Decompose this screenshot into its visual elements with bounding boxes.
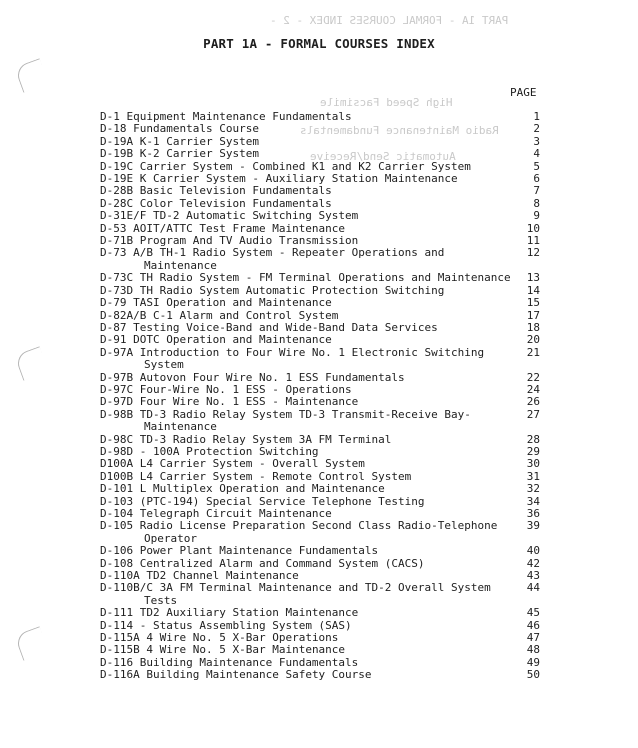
page-number: 39 [526, 519, 540, 533]
course-name: - Status Assembling System (SAS) [139, 618, 352, 632]
course-name: (PTC-194) Special Service Telephone Testing [139, 494, 425, 508]
page-number: 31 [526, 469, 540, 483]
page-number: 28 [526, 432, 540, 446]
course-code: D-28C [100, 196, 134, 210]
course-code: D-97A [100, 345, 134, 359]
course-name: K-2 Carrier System [139, 147, 259, 161]
page-number: 10 [526, 221, 540, 235]
page-number: 9 [533, 209, 540, 223]
course-name: Telegraph Circuit Maintenance [139, 507, 332, 520]
course-name: L Multiplex Operation and Maintenance [139, 482, 385, 496]
course-code: D-101 [100, 482, 134, 496]
course-code: D-116 [100, 655, 134, 669]
page-number: 45 [526, 606, 540, 620]
course-code: D-19E [100, 172, 134, 186]
course-code: D-31E/F [100, 209, 147, 223]
page-number: 8 [533, 196, 540, 210]
course-name: DOTC Operation and Maintenance [133, 333, 332, 347]
course-name: Fundamentals Course [133, 122, 259, 136]
course-name: C-1 Alarm and Control System [152, 308, 339, 322]
page-column-heading: PAGE [510, 86, 537, 99]
page-number: 22 [526, 370, 540, 384]
page-number: 44 [526, 581, 540, 595]
course-title [100, 409, 512, 434]
page-number: 50 [526, 668, 540, 682]
page-number: 5 [533, 159, 540, 173]
course-code: D-116A [100, 668, 140, 682]
course-code: D-1 [100, 110, 120, 123]
page-number: 7 [533, 184, 540, 198]
punch-hole-mark [14, 626, 49, 661]
course-name: Basic Television Fundamentals [139, 184, 332, 198]
page-number: 47 [526, 631, 540, 645]
course-name: TH-1 Radio System - Repeater Operations and Maintenance [144, 246, 452, 272]
course-name: K Carrier System - Auxiliary Station Maintenance [139, 172, 458, 186]
course-code: D-97C [100, 382, 134, 396]
page-number: 17 [526, 308, 540, 322]
course-code: D100A [100, 457, 134, 471]
bleed-through-text: High Speed Facsimile [320, 96, 453, 109]
course-name: Power Plant Maintenance Fundamentals [139, 544, 379, 558]
course-name: Centralized Alarm and Command System (CACS) [139, 556, 425, 570]
course-name: Four-Wire No. 1 ESS - Operations [139, 382, 352, 396]
course-code: D100B [100, 469, 134, 483]
page-number: 40 [526, 544, 540, 558]
course-code: D-73 A/B [100, 246, 153, 260]
page-number: 49 [526, 655, 540, 669]
course-title [100, 247, 512, 272]
course-name: TH Radio System Automatic Protection Switching [139, 283, 445, 297]
course-code: D-98D [100, 444, 134, 458]
course-name: 4 Wire No. 5 X-Bar Operations [146, 631, 339, 645]
course-code: D-19C [100, 159, 134, 173]
course-code: D-19A [100, 134, 134, 148]
course-code: D-106 [100, 544, 134, 558]
course-index-list [100, 111, 540, 682]
course-name: AOIT/ATTC Test Frame Maintenance [133, 221, 346, 235]
course-name: Equipment Maintenance Fundamentals [126, 110, 352, 123]
course-name: Carrier System - Combined K1 and K2 Carrier System [139, 159, 471, 173]
course-code: D-98B [100, 407, 134, 421]
page-number: 29 [526, 444, 540, 458]
course-name: TD2 Auxiliary Station Maintenance [139, 606, 359, 620]
course-code: D-104 [100, 507, 134, 520]
course-code: D-28B [100, 184, 134, 198]
course-name: Building Maintenance Fundamentals [139, 655, 359, 669]
course-name: Color Television Fundamentals [139, 196, 332, 210]
bleed-through-text: PART 1A - FORMAL COURSES INDEX - 2 - [270, 14, 509, 27]
page-number: 4 [533, 147, 540, 161]
course-code: D-87 [100, 320, 127, 334]
course-title [100, 347, 512, 372]
course-name: - 100A Protection Switching [139, 444, 319, 458]
punch-hole-mark [14, 346, 49, 381]
course-code: D-111 [100, 606, 134, 620]
course-title [100, 582, 512, 607]
page-number: 27 [526, 407, 540, 421]
page-number: 42 [526, 556, 540, 570]
course-code: D-103 [100, 494, 134, 508]
course-name: Testing Voice-Band and Wide-Band Data Services [133, 320, 438, 334]
course-name: K-1 Carrier System [139, 134, 259, 148]
course-code: D-18 [100, 122, 127, 136]
index-entry [100, 669, 540, 681]
course-name: Building Maintenance Safety Course [146, 668, 372, 682]
page-number: 36 [526, 507, 540, 520]
course-code: D-53 [100, 221, 127, 235]
page-number: 18 [526, 320, 540, 334]
course-code: D-97D [100, 395, 134, 409]
course-name: Radio License Preparation Second Class Radio-Telephone Operator [139, 519, 504, 545]
page-number: 32 [526, 482, 540, 496]
course-name: TD2 Channel Maintenance [146, 569, 299, 583]
course-name: TD-3 Radio Relay System TD-3 Transmit-Receive Bay-Maintenance [139, 407, 471, 434]
page-number: 13 [526, 271, 540, 285]
course-name: Program And TV Audio Transmission [139, 234, 359, 248]
course-name: Introduction to Four Wire No. 1 Electronic Switching System [139, 345, 491, 372]
course-name: 4 Wire No. 5 X-Bar Maintenance [146, 643, 346, 657]
page-number: 24 [526, 382, 540, 396]
course-code: D-108 [100, 556, 134, 570]
bleed-through-text: Automatic Send/Receive [310, 150, 456, 163]
course-code: D-82A/B [100, 308, 147, 322]
course-code: D-115B [100, 643, 140, 657]
course-code: D-110B/C [100, 581, 153, 595]
course-name: 3A FM Terminal Maintenance and TD-2 Overall System Tests [144, 581, 498, 607]
index-entry [100, 247, 540, 272]
course-code: D-115A [100, 631, 140, 645]
page-number: 26 [526, 395, 540, 409]
course-title [100, 520, 512, 545]
course-name: TASI Operation and Maintenance [133, 296, 332, 310]
course-code: D-97B [100, 370, 134, 384]
course-name: Four Wire No. 1 ESS - Maintenance [139, 395, 359, 409]
page-number: 46 [526, 618, 540, 632]
course-code: D-105 [100, 519, 134, 533]
index-entry [100, 347, 540, 372]
page-number: 11 [526, 234, 540, 248]
page-number: 3 [533, 134, 540, 148]
course-name: TH Radio System - FM Terminal Operations and Maintenance [139, 271, 511, 285]
page-number: 21 [526, 345, 540, 359]
course-code: D-110A [100, 569, 140, 583]
index-entry [100, 582, 540, 607]
course-title [100, 669, 512, 681]
page-number: 1 [533, 110, 540, 123]
course-code: D-91 [100, 333, 127, 347]
course-code: D-19B [100, 147, 134, 161]
punch-hole-mark [14, 58, 49, 93]
page-number: 15 [526, 296, 540, 310]
page-number: 2 [533, 122, 540, 136]
course-code: D-73C [100, 271, 134, 285]
index-entry [100, 520, 540, 545]
page-title: PART 1A - FORMAL COURSES INDEX [203, 36, 435, 51]
page-number: 14 [526, 283, 540, 297]
page-number: 20 [526, 333, 540, 347]
course-code: D-71B [100, 234, 134, 248]
course-code: D-98C [100, 432, 134, 446]
course-name: TD-3 Radio Relay System 3A FM Terminal [139, 432, 392, 446]
course-code: D-73D [100, 283, 134, 297]
index-entry [100, 409, 540, 434]
course-code: D-114 [100, 618, 134, 632]
page-number: 6 [533, 172, 540, 186]
course-code: D-79 [100, 296, 127, 310]
page-number: 30 [526, 457, 540, 471]
course-name: Autovon Four Wire No. 1 ESS Fundamentals [139, 370, 405, 384]
page-number: 48 [526, 643, 540, 657]
course-name: L4 Carrier System - Remote Control System [139, 469, 412, 483]
course-name: L4 Carrier System - Overall System [139, 457, 365, 471]
bleed-through-text: Radio Maintenance Fundamentals [300, 124, 499, 137]
course-name: TD-2 Automatic Switching System [152, 209, 359, 223]
page-number: 43 [526, 569, 540, 583]
page-number: 12 [526, 246, 540, 260]
page-number: 34 [526, 494, 540, 508]
